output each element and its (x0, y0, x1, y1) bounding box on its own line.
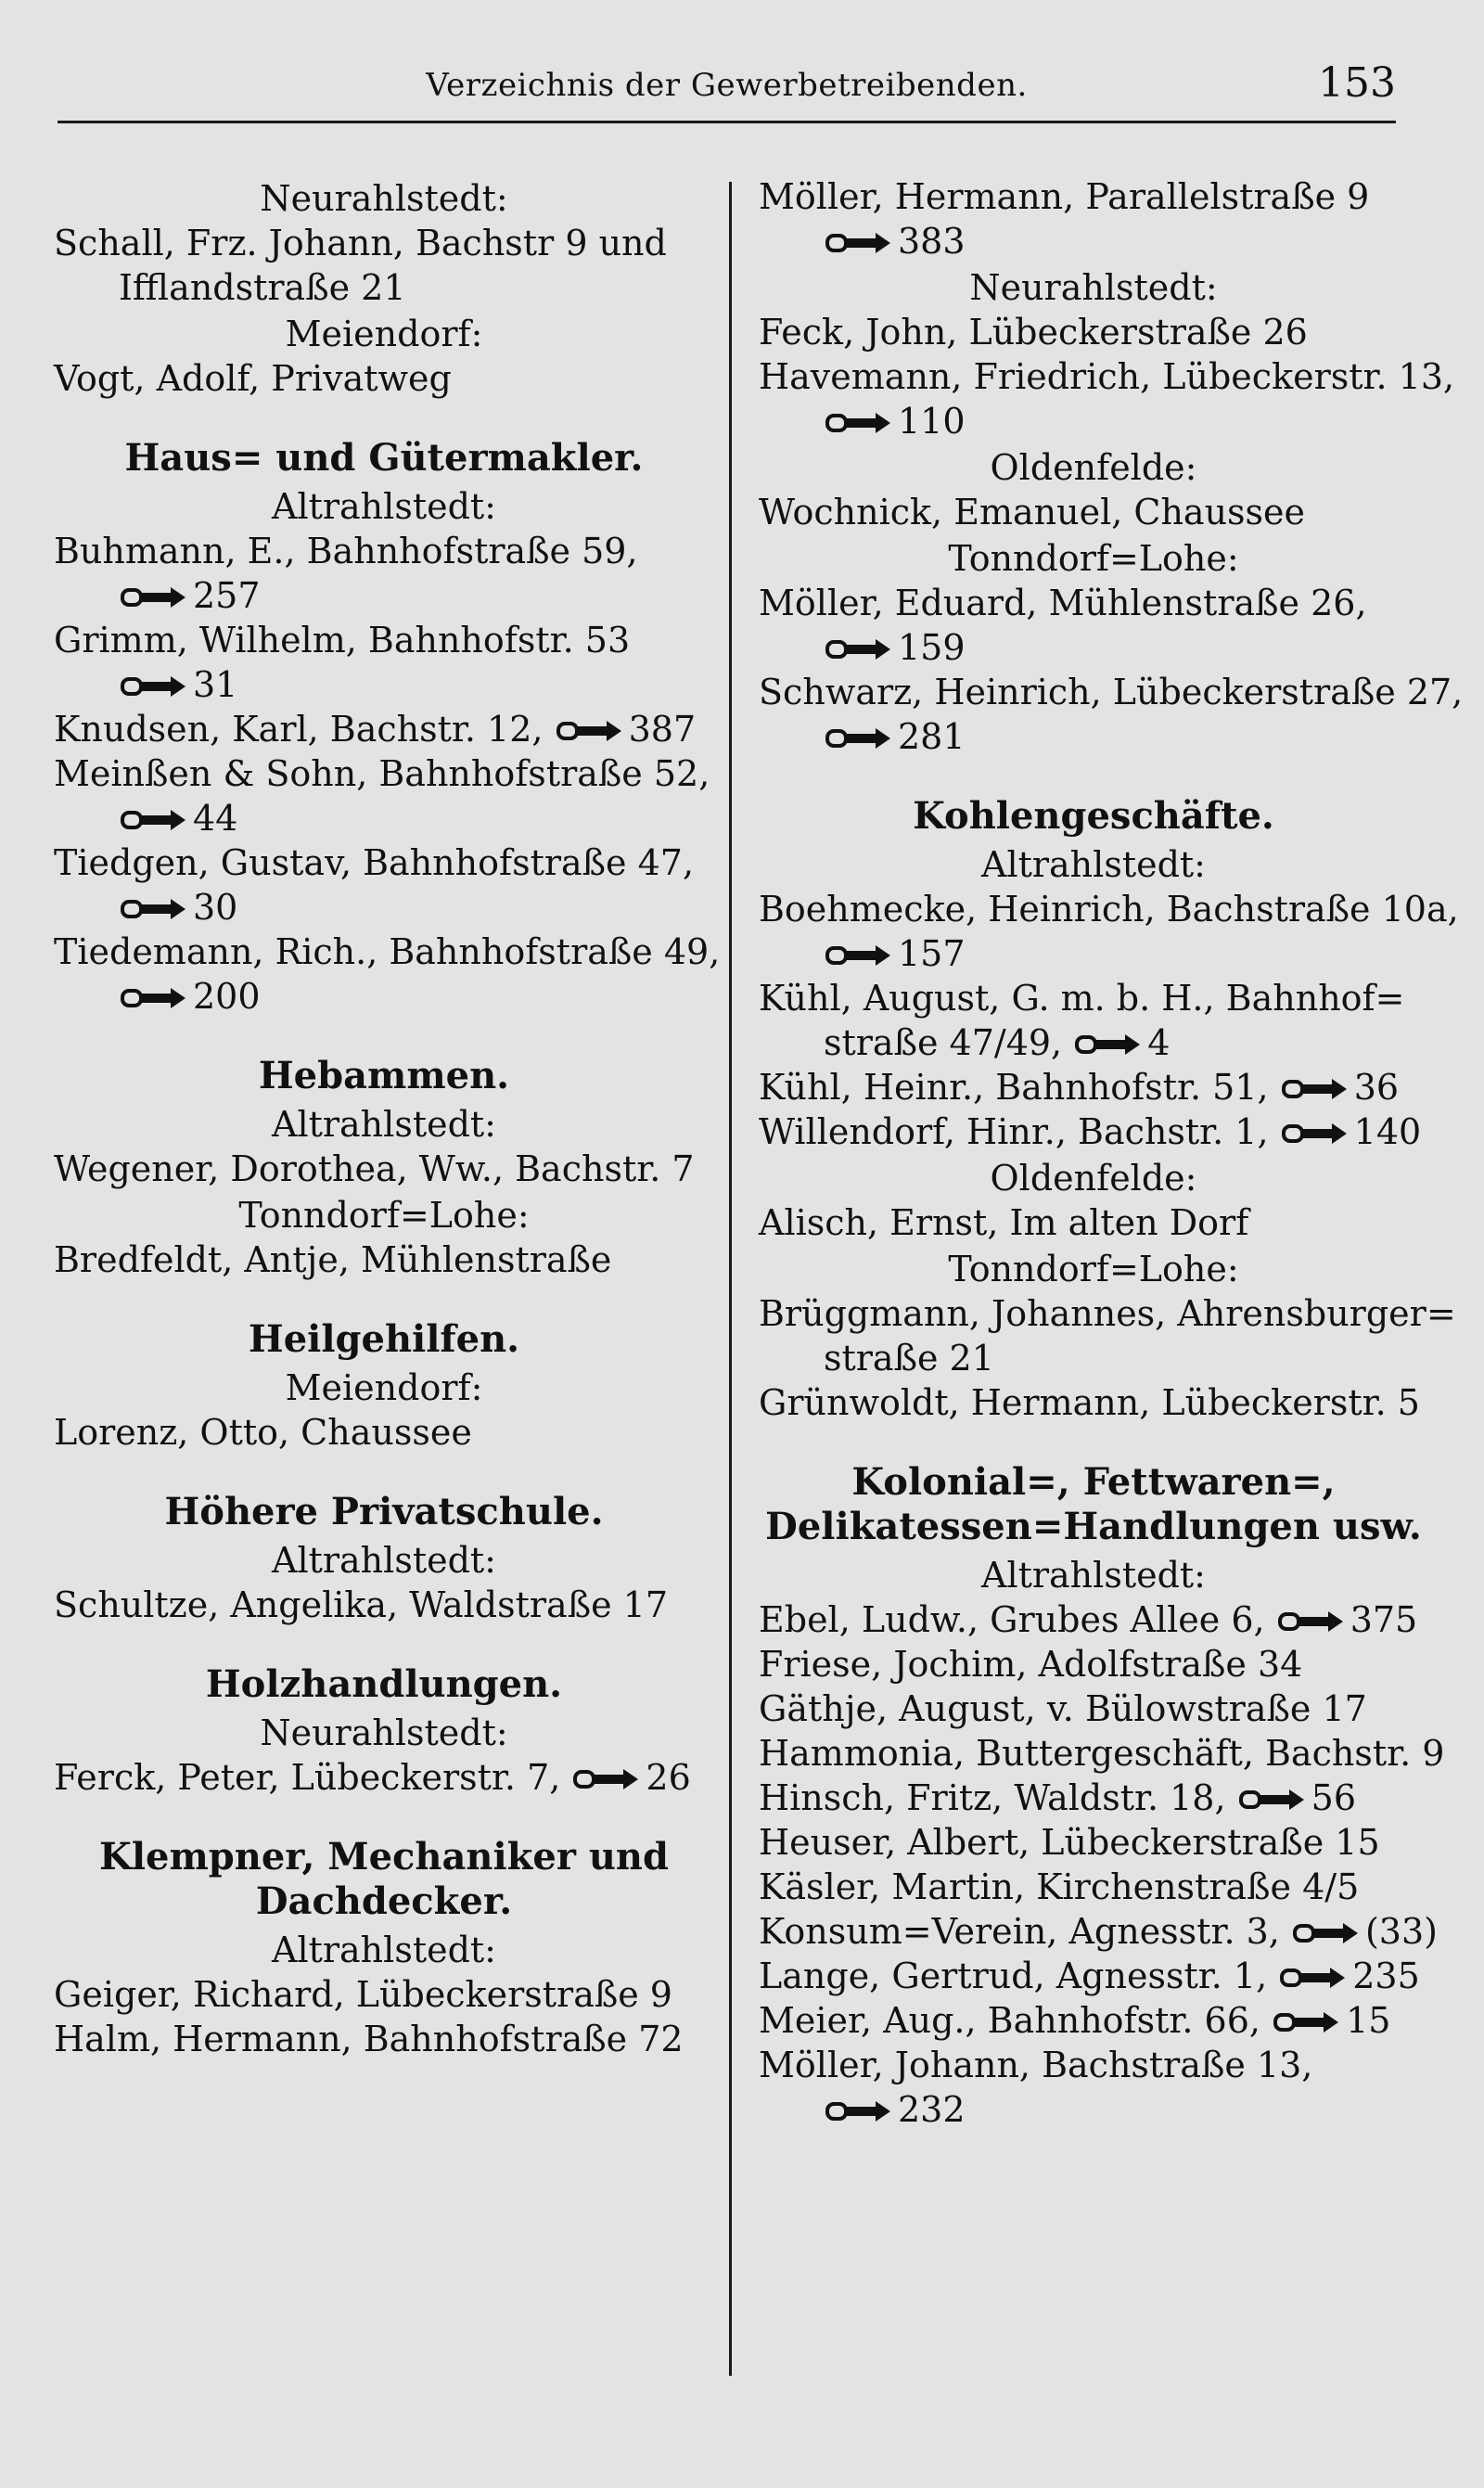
entry-text: Meier, Aug., Bahnhofstr. 66, (759, 2000, 1260, 2041)
entry-text: Ferck, Peter, Lübeckerstr. 7, (54, 1757, 561, 1798)
section-heading: Holzhandlungen. (205, 1662, 563, 1706)
phone-number: 30 (193, 887, 238, 928)
telephone-hand-icon (121, 806, 187, 834)
place-heading: Altrahlstedt: (272, 486, 496, 527)
phone-number: 26 (646, 1757, 691, 1798)
place-heading: Altrahlstedt: (981, 844, 1206, 885)
telephone-hand-icon (1278, 1608, 1345, 1635)
telephone-hand-icon (825, 229, 892, 257)
entry: Möller, Johann, Bachstraße 13, (759, 2045, 1313, 2085)
telephone-hand-icon (825, 2097, 892, 2125)
phone-number: 159 (898, 627, 966, 668)
entry: Tiedgen, Gustav, Bahnhofstraße 47, (54, 842, 695, 883)
telephone-hand-icon (1280, 1964, 1347, 1992)
entry: Grimm, Wilhelm, Bahnhofstr. 53 (54, 620, 631, 660)
entry (759, 1776, 1428, 1820)
telephone-hand-icon (1293, 1919, 1360, 1947)
entry: Feck, John, Lübeckerstraße 26 (759, 312, 1308, 353)
phone-number: 157 (898, 933, 966, 974)
entry: Schall, Frz. Johann, Bachstr 9 und (54, 223, 667, 263)
entry-text: Kühl, Heinr., Bahnhofstr. 51, (759, 1067, 1269, 1108)
telephone-hand-icon (1273, 2008, 1340, 2036)
entry (759, 1109, 1428, 1154)
entry: Heuser, Albert, Lübeckerstraße 15 (759, 1822, 1380, 1863)
entry: Kühl, August, G. m. b. H., Bahnhof= (759, 978, 1405, 1019)
phone-number: 232 (898, 2089, 966, 2130)
page-number: 153 (1318, 59, 1396, 107)
entry: Hammonia, Buttergeschäft, Bachstr. 9 (759, 1733, 1445, 1774)
place-heading: Oldenfelde: (990, 1158, 1197, 1199)
phone-number: 387 (628, 709, 697, 750)
place-heading: Tonndorf=Lohe: (948, 538, 1239, 579)
place-heading: Altrahlstedt: (272, 1104, 496, 1145)
section-heading-continuation: Delikatessen=Handlungen usw. (765, 1505, 1422, 1548)
phone-number: 375 (1350, 1599, 1418, 1640)
telephone-hand-icon (825, 409, 892, 437)
entry-phone-line (759, 714, 1428, 759)
place-heading: Meiendorf: (285, 1367, 483, 1408)
entry: Wochnick, Emanuel, Chaussee (759, 492, 1306, 532)
entry (759, 1909, 1438, 1954)
phone-number: 15 (1346, 2000, 1391, 2041)
telephone-hand-icon (1282, 1120, 1349, 1148)
entry: Schwarz, Heinrich, Lübeckerstraße 27, (759, 672, 1464, 712)
phone-number: 257 (193, 575, 261, 616)
entry-text: Ebel, Ludw., Grubes Allee 6, (759, 1599, 1265, 1640)
phone-number: 44 (193, 798, 238, 839)
entry: Alisch, Ernst, Im alten Dorf (759, 1202, 1249, 1243)
telephone-hand-icon (121, 984, 187, 1012)
entry-continuation: straße 21 (824, 1338, 994, 1379)
entry: Geiger, Richard, Lübeckerstraße 9 (54, 1974, 672, 2015)
entry: Buhmann, E., Bahnhofstraße 59, (54, 531, 638, 571)
entry: Grünwoldt, Hermann, Lübeckerstr. 5 (759, 1382, 1420, 1423)
entry: Friese, Jochim, Adolfstraße 34 (759, 1644, 1303, 1685)
section-heading-continuation: Dachdecker. (255, 1879, 513, 1923)
entry: Boehmecke, Heinrich, Bachstraße 10a, (759, 889, 1459, 930)
entry-phone-line (54, 796, 714, 840)
phone-number: 140 (1353, 1111, 1422, 1152)
entry: Lorenz, Otto, Chaussee (54, 1412, 472, 1453)
entry: Wegener, Dorothea, Ww., Bachstr. 7 (54, 1148, 695, 1189)
entry-phone-line (759, 625, 1428, 670)
place-heading: Meiendorf: (285, 314, 483, 354)
entry-text: Lange, Gertrud, Agnesstr. 1, (759, 1956, 1268, 1996)
place-heading: Neurahlstedt: (969, 267, 1218, 308)
phone-number: 36 (1353, 1067, 1400, 1108)
entry: Möller, Eduard, Mühlenstraße 26, (759, 583, 1367, 623)
entry (759, 1998, 1428, 2043)
place-heading: Neurahlstedt: (260, 1712, 508, 1753)
section-heading: Haus= und Gütermakler. (124, 436, 644, 480)
entry-phone-line (759, 399, 1428, 443)
entry: Havemann, Friedrich, Lübeckerstr. 13, (759, 356, 1455, 397)
place-heading: Altrahlstedt: (981, 1555, 1206, 1596)
place-heading: Oldenfelde: (990, 447, 1197, 488)
phone-number: 383 (898, 221, 966, 262)
telephone-hand-icon (825, 635, 892, 663)
telephone-hand-icon (573, 1765, 640, 1793)
section-heading: Heilgehilfen. (248, 1317, 520, 1361)
section-heading: Hebammen. (258, 1054, 510, 1097)
section-heading: Höhere Privatschule. (164, 1490, 604, 1533)
phone-number: 31 (193, 664, 238, 705)
place-heading: Tonndorf=Lohe: (238, 1195, 530, 1236)
entry-phone-line (54, 573, 714, 618)
telephone-hand-icon (556, 717, 623, 745)
place-heading: Neurahlstedt: (260, 178, 508, 219)
entry: Brüggmann, Johannes, Ahrensburger= (759, 1293, 1456, 1334)
place-heading: Tonndorf=Lohe: (948, 1249, 1239, 1289)
telephone-hand-icon (121, 584, 187, 611)
section-heading: Kohlengeschäfte. (913, 794, 1274, 838)
place-heading: Altrahlstedt: (272, 1540, 496, 1581)
entry-text: Konsum=Verein, Agnesstr. 3, (759, 1911, 1280, 1952)
column-rule (729, 182, 732, 2376)
telephone-hand-icon (1239, 1786, 1306, 1814)
entry-text: Hinsch, Fritz, Waldstr. 18, (759, 1777, 1226, 1818)
entry (54, 707, 714, 751)
entry-phone-line (759, 931, 1428, 976)
section-heading: Kolonial=, Fettwaren=, (851, 1460, 1336, 1504)
entry: Gäthje, August, v. Bülowstraße 17 (759, 1688, 1367, 1729)
entry: Meinßen & Sohn, Bahnhofstraße 52, (54, 753, 710, 794)
entry-phone-line (759, 2087, 1428, 2132)
phone-number: 235 (1352, 1956, 1420, 1996)
entry-text: Willendorf, Hinr., Bachstr. 1, (759, 1111, 1269, 1152)
entry (759, 1597, 1428, 1642)
phone-number: 56 (1311, 1777, 1357, 1818)
entry: Käsler, Martin, Kirchenstraße 4/5 (759, 1866, 1360, 1907)
telephone-hand-icon (1075, 1031, 1142, 1058)
running-title: Verzeichnis der Gewerbetreibenden. (426, 67, 1028, 104)
entry: Bredfeldt, Antje, Mühlenstraße (54, 1239, 612, 1280)
running-head (58, 56, 1396, 123)
entry: Tiedemann, Rich., Bahnhofstraße 49, (54, 931, 721, 972)
entry-phone-line (54, 974, 714, 1019)
entry-continuation (759, 1020, 1428, 1065)
entry (759, 1065, 1428, 1109)
telephone-hand-icon (825, 942, 892, 969)
entry: Halm, Hermann, Bahnhofstraße 72 (54, 2019, 684, 2059)
entry: Schultze, Angelika, Waldstraße 17 (54, 1584, 669, 1625)
entry: Vogt, Adolf, Privatweg (54, 358, 452, 399)
entry-phone-line (54, 885, 714, 930)
entry: Möller, Hermann, Parallelstraße 9 (759, 176, 1370, 217)
entry-text: straße 47/49, (824, 1022, 1063, 1063)
entry-text: Knudsen, Karl, Bachstr. 12, (54, 709, 544, 750)
phone-number: 110 (898, 401, 966, 442)
entry (54, 1755, 714, 1800)
right-column (759, 174, 1464, 2132)
entry-phone-line (54, 662, 714, 707)
telephone-hand-icon (825, 725, 892, 752)
telephone-hand-icon (1282, 1075, 1349, 1103)
telephone-hand-icon (121, 895, 187, 923)
place-heading: Altrahlstedt: (272, 1930, 496, 1970)
phone-number: 200 (193, 976, 261, 1017)
left-column (54, 174, 721, 2061)
entry-phone-line (759, 219, 1428, 263)
entry (759, 1954, 1428, 1998)
phone-number: (33) (1364, 1911, 1438, 1952)
entry-continuation: Ifflandstraße 21 (119, 267, 406, 308)
section-heading: Klempner, Mechaniker und (99, 1835, 669, 1879)
phone-number: 281 (898, 716, 966, 757)
telephone-hand-icon (121, 673, 187, 700)
phone-number: 4 (1147, 1022, 1171, 1063)
